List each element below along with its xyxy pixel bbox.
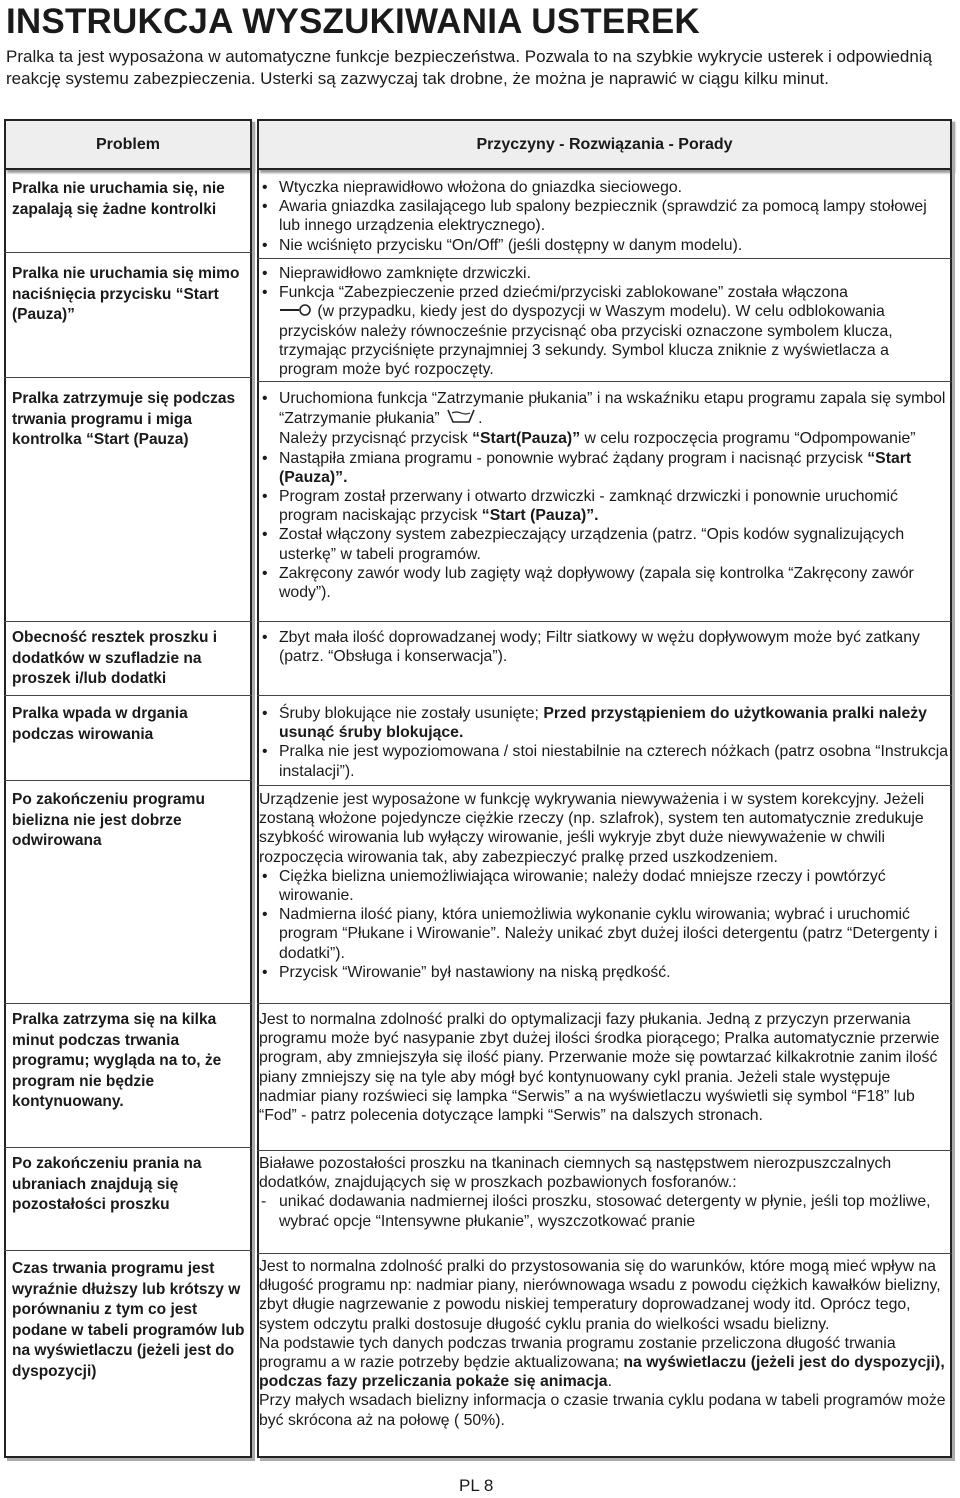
solution-paragraph: Na podstawie tych danych podczas trwania programu zostanie przeliczona długość trwania programu a w razie potrzeby będzie aktualizowana; na wyświetlaczu (jeżeli jest do dyspozycji), podczas fazy przeliczania pokaże się animacja. bbox=[259, 1334, 945, 1391]
solution-item: • Nadmierna ilość piany, która uniemożliwia wykonanie cyklu wirowania; wybrać i uruchomić program “Płukane i Wirowanie”. Należy unikać zbyt dużej ilości detergentu (patrz “Detergenty i dodatki”). bbox=[259, 905, 951, 963]
shadow-bottom-left bbox=[7, 1458, 255, 1461]
solution-2 bbox=[259, 264, 951, 379]
row-separator bbox=[4, 621, 252, 622]
solution-item-text: Uruchomiona funkcja “Zatrzymanie płukania” i na wskaźniku etapu programu zapala się symbol “Zatrzymanie płukania” bbox=[279, 390, 946, 427]
solution-item-text: Śruby blokujące nie zostały usunięte; bbox=[279, 705, 539, 722]
shadow-left bbox=[252, 122, 255, 1461]
problem-header-label: Problem bbox=[95, 135, 160, 153]
solution-item-text: Nastąpiła zmiana programu - ponownie wybrać żądany program i nacisnąć przycisk bbox=[279, 449, 863, 467]
problem-1: Pralka nie uruchamia się, nie zapalają się żadne kontrolki bbox=[12, 180, 225, 218]
solution-item bbox=[259, 283, 951, 379]
problem-6: Po zakończeniu programu bielizna nie jest dobrze odwirowana bbox=[12, 791, 205, 849]
solution-item-bold: “Start (Pauza)”. bbox=[481, 507, 599, 525]
row-separator bbox=[257, 258, 952, 259]
solution-bold: na wyświetlaczu (jeżeli jest do dyspozycji), podczas fazy przeliczania pokaże się animacja bbox=[259, 1354, 945, 1391]
solutions-column-header bbox=[257, 119, 952, 170]
solution-9 bbox=[259, 1257, 951, 1430]
row-separator bbox=[257, 695, 952, 696]
solution-item: • Pralka nie jest wypoziomowana / stoi niestabilnie na czterech nóżkach (patrz osobna “Instrukcja instalacji”). bbox=[259, 742, 951, 780]
row-separator bbox=[4, 377, 252, 378]
solution-item-text: (w przypadku, kiedy jest do dyspozycji w Waszym modelu). W celu odblokowania przycisków należy równocześnie przycisnąć oba przyciski oznaczone symbolem klucza, trzymając przyciśnięte przynajmniej 3 sekundy. Symbol klucza zniknie z wyświetlacza a program może być rozpoczęty. bbox=[279, 303, 893, 379]
problem-5: Pralka wpada w drgania podczas wirowania bbox=[12, 705, 188, 743]
solution-1 bbox=[259, 178, 951, 255]
solution-paragraph: Urządzenie jest wyposażone w funkcję wykrywania niewyważenia i w system korekcyjny. Jeżeli zostaną włożone pojedyncze ciężkie rzeczy (np. szlafrok), system ten automatycznie zredukuje szybkość wirowania lub wyłączy wirowanie, jeśli wykryje zbyt duże niewyważenie w chwili rozpoczęcia wirowania tak, aby zabezpieczyć pralkę przed uszkodzeniem. bbox=[259, 791, 925, 866]
solution-item: • Zbyt mała ilość doprowadzanej wody; Filtr siatkowy w wężu dopływowym może być zatkany (patrz. “Obsługa i konserwacja”). bbox=[259, 628, 951, 666]
solution-item: • Przycisk “Wirowanie” był nastawiony na niską prędkość. bbox=[259, 963, 951, 982]
row-separator bbox=[4, 780, 252, 781]
solution-paragraph: Białawe pozostałości proszku na tkaninach ciemnych są następstwem nierozpuszczalnych dodatków, znajdujących się w proszkach pozbawionych fosforanów.: bbox=[259, 1155, 892, 1192]
page-title: INSTRUKCJA WYSZUKIWANIA USTEREK bbox=[6, 2, 700, 41]
problem-8: Po zakończeniu prania na ubraniach znajdują się pozostałości proszku bbox=[12, 1155, 202, 1213]
solution-text: Na podstawie tych danych podczas trwania programu zostanie przeliczona długość trwania programu a w razie potrzeby będzie aktualizowana; bbox=[259, 1334, 896, 1372]
row-separator bbox=[257, 381, 952, 382]
solution-item bbox=[259, 487, 951, 525]
solution-item bbox=[259, 449, 951, 487]
solution-3 bbox=[259, 389, 951, 602]
table-border-left bbox=[4, 170, 6, 1458]
problem-2: Pralka nie uruchamia się mimo naciśnięcia przycisku “Start (Pauza)” bbox=[12, 265, 240, 323]
solution-5 bbox=[259, 704, 951, 781]
problem-7: Pralka zatrzyma się na kilka minut podczas trwania programu; wygląda na to, że program nie będzie kontynuowany. bbox=[12, 1011, 222, 1110]
problem-4: Obecność resztek proszku i dodatków w szufladzie na proszek i/lub dodatki bbox=[12, 629, 218, 687]
key-icon bbox=[279, 303, 313, 322]
solution-item: • Ciężka bielizna uniemożliwiająca wirowanie; należy dodać mniejsze rzeczy i powtórzyć wirowanie. bbox=[259, 867, 951, 905]
solution-item-text: Funkcja “Zabezpieczenie przed dziećmi/przyciski zablokowane” została włączona bbox=[279, 284, 848, 302]
solution-item: • Nie wciśnięto przycisku “On/Off” (jeśli dostępny w danym modelu). bbox=[259, 236, 951, 255]
row-separator bbox=[257, 1150, 952, 1151]
page-number: PL 8 bbox=[459, 1476, 494, 1495]
solution-paragraph: Jest to normalna zdolność pralki do przystosowania się do warunków, które mogą mieć wpływ na długość programu np: nadmiar piany, nierównowaga wsadu z powodu ciężkich kawałków bielizny, zbyt długie nagrzewanie z powodu niskiej temperatury doprowadzanej wody itd. Oprócz tego, system odczytu pralki dostosuje długość cyklu prania do wielkości wsadu bielizny. bbox=[259, 1258, 941, 1333]
intro-text: Pralka ta jest wyposażona w automatyczne funkcje bezpieczeństwa. Pozwala to na szybkie wykrycie usterek i odpowiednią reakcję systemu zabezpieczenia. Usterki są zazwyczaj tak drobne, że można je naprawić w ciągu kilku minut. bbox=[6, 47, 933, 88]
problem-column-header bbox=[4, 119, 252, 170]
shadow-right bbox=[952, 122, 955, 1461]
solution-item: - unikać dodawania nadmiernej ilości proszku, stosować detergenty w płynie, jeśli top możliwe, wybrać opcje “Intensywne płukanie”, wyszczotkować pranie bbox=[259, 1192, 951, 1230]
solution-7 bbox=[259, 1010, 951, 1125]
solutions-header-label: Przyczyny - Rozwiązania - Porady bbox=[476, 135, 733, 153]
row-separator bbox=[257, 621, 952, 622]
solution-item-text: . bbox=[478, 409, 483, 427]
row-separator bbox=[257, 785, 952, 786]
solution-item-bold: “Start (Pauza)”. bbox=[279, 449, 912, 486]
solution-item-text: w celu rozpoczęcia programu “Odpompowanie” bbox=[584, 430, 916, 448]
row-separator bbox=[4, 1147, 252, 1148]
solution-item-text: Należy przycisnąć przycisk bbox=[279, 430, 468, 448]
row-separator bbox=[4, 1250, 252, 1251]
solution-8 bbox=[259, 1154, 951, 1231]
row-separator bbox=[4, 695, 252, 696]
solution-item bbox=[259, 389, 951, 449]
solution-paragraph: Przy małych wsadach bielizny informacja o czasie trwania cyklu podana w tabeli programów może być skrócona aż na połowę ( 50%). bbox=[259, 1392, 946, 1429]
solution-item: • Wtyczka nieprawidłowo włożona do gniazdka sieciowego. bbox=[259, 178, 951, 197]
solution-6 bbox=[259, 790, 951, 982]
row-separator bbox=[257, 1003, 952, 1004]
solution-item: • Zakręcony zawór wody lub zagięty wąż dopływowy (zapala się kontrolka “Zakręcony zawór wody”). bbox=[259, 564, 951, 602]
solution-item-bold: Przed przystąpieniem do użytkowania pralki należy usunąć śruby blokujące. bbox=[279, 705, 927, 742]
solution-4 bbox=[259, 628, 951, 666]
row-separator bbox=[4, 252, 252, 253]
shadow-bottom-right bbox=[260, 1458, 955, 1461]
solution-item: • Został włączony system zabezpieczający urządzenia (patrz. “Opis kodów sygnalizujących usterkę” w tabeli programów. bbox=[259, 525, 951, 563]
solution-item-text: Program został przerwany i otwarto drzwiczki - zamknąć drzwiczki i ponownie uruchomić program naciskając przycisk bbox=[279, 488, 898, 525]
row-separator bbox=[4, 1003, 252, 1004]
row-separator bbox=[257, 1253, 952, 1254]
rinse-hold-icon bbox=[444, 408, 478, 429]
solution-item bbox=[259, 704, 951, 742]
problem-3: Pralka zatrzymuje się podczas trwania programu i miga kontrolka “Start (Pauza) bbox=[12, 390, 236, 448]
solution-item-bold: “Start(Pauza)” bbox=[472, 430, 581, 448]
problem-9: Czas trwania programu jest wyraźnie dłuższy lub krótszy w porównaniu z tym co jest podane w tabeli programów lub na wyświetlaczu (jeżeli jest do dyspozycji) bbox=[12, 1260, 245, 1380]
solution-item: • Nieprawidłowo zamknięte drzwiczki. bbox=[259, 264, 951, 283]
solution-paragraph: Jest to normalna zdolność pralki do optymalizacji fazy płukania. Jedną z przyczyn przerwania programu może być nasypanie zbyt dużej ilości środka piorącego; Pralka automatycznie przerwie program, aby zmniejszyła się ilość piany. Przerwanie może się powtarzać kilkakrotnie zanim ilość piany zmniejszy się na tyle aby mógł być kontynuowany cykl prania. Jeżeli stale występuje nadmiar piany rozświeci się lampka “Serwis” a na wyświetlaczu wyświetli się symbol “F18” lub “Fod” - patrz polecenia dotyczące lampki “Serwis” na dalszych stronach. bbox=[259, 1011, 940, 1125]
solution-item: • Awaria gniazdka zasilającego lub spalony bezpiecznik (sprawdzić za pomocą lampy stołowej lub innego urządzenia elektrycznego). bbox=[259, 197, 951, 235]
